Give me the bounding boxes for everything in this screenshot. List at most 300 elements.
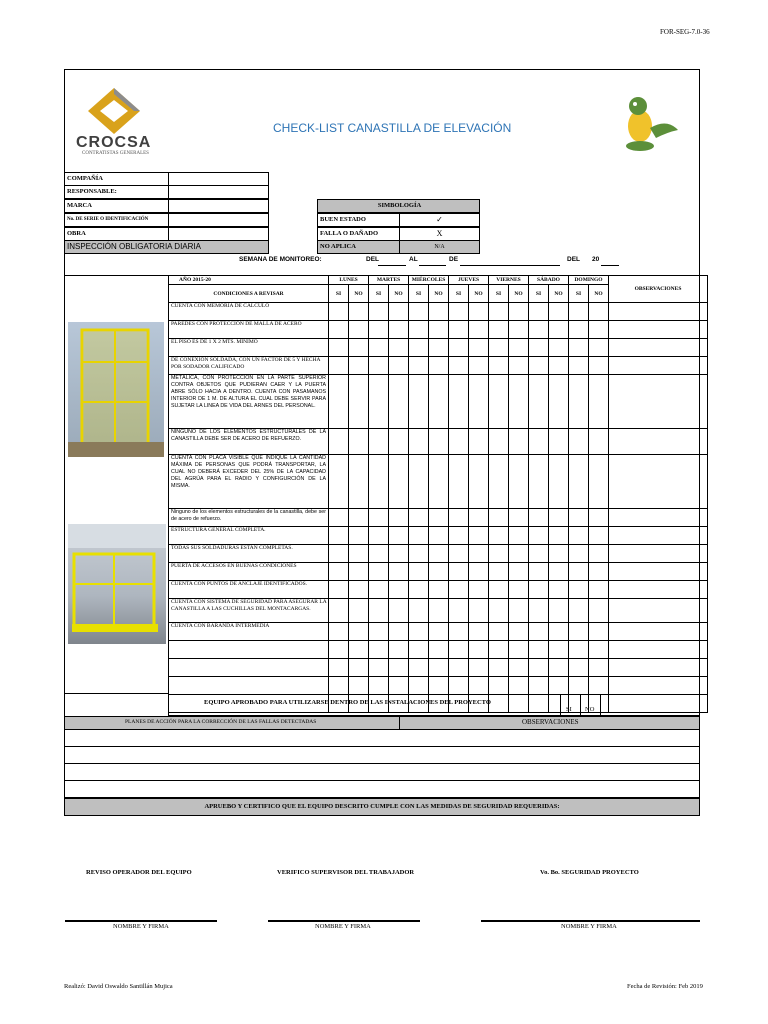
table-row	[169, 429, 708, 455]
check-cell[interactable]	[569, 357, 589, 375]
check-cell[interactable]	[349, 659, 369, 677]
plans-label: PLANES DE ACCIÓN PARA LA CORRECCIÓN DE LAS FALLAS DETECTADAS	[125, 719, 317, 725]
week-al-field[interactable]	[419, 265, 446, 266]
check-cell[interactable]	[409, 599, 429, 623]
observation-cell[interactable]	[609, 545, 708, 563]
check-cell[interactable]	[409, 321, 429, 339]
check-cell[interactable]	[549, 303, 569, 321]
check-cell[interactable]	[409, 527, 429, 545]
check-cell[interactable]	[589, 509, 609, 527]
check-cell[interactable]	[449, 527, 469, 545]
check-cell[interactable]	[549, 455, 569, 509]
check-cell[interactable]	[469, 357, 489, 375]
check-cell[interactable]	[589, 563, 609, 581]
check-cell[interactable]	[529, 659, 549, 677]
check-cell[interactable]	[329, 623, 349, 641]
check-cell[interactable]	[489, 599, 509, 623]
day-header: MIÉRCOLES	[409, 276, 449, 285]
check-cell[interactable]	[569, 509, 589, 527]
check-cell[interactable]	[549, 563, 569, 581]
check-cell[interactable]	[509, 321, 529, 339]
si-header: SI	[449, 285, 469, 303]
check-cell[interactable]	[389, 321, 409, 339]
check-cell[interactable]	[369, 641, 389, 659]
check-cell[interactable]	[589, 545, 609, 563]
condition-text: CUENTA CON PUNTOS DE ANCLAJE IDENTIFICADOS.	[169, 581, 329, 599]
check-cell[interactable]	[589, 581, 609, 599]
check-cell[interactable]	[409, 375, 429, 429]
check-cell[interactable]	[509, 659, 529, 677]
check-cell[interactable]	[409, 455, 429, 509]
check-cell[interactable]	[329, 429, 349, 455]
check-cell[interactable]	[489, 455, 509, 509]
check-cell[interactable]	[509, 545, 529, 563]
check-cell[interactable]	[509, 641, 529, 659]
si-header: SI	[369, 285, 389, 303]
table-row	[169, 599, 708, 623]
check-cell[interactable]	[329, 357, 349, 375]
check-cell[interactable]	[429, 659, 449, 677]
plans-rows[interactable]	[64, 730, 700, 798]
check-cell[interactable]	[329, 455, 349, 509]
week-del-field[interactable]	[378, 265, 406, 266]
check-cell[interactable]	[349, 509, 369, 527]
condition-text: ESTRUCTURA GENERAL COMPLETA.	[169, 527, 329, 545]
check-cell[interactable]	[569, 339, 589, 357]
check-cell[interactable]	[529, 527, 549, 545]
check-cell[interactable]	[449, 339, 469, 357]
check-cell[interactable]	[369, 339, 389, 357]
check-cell[interactable]	[369, 581, 389, 599]
check-cell[interactable]	[449, 641, 469, 659]
check-cell[interactable]	[549, 339, 569, 357]
check-cell[interactable]	[589, 357, 609, 375]
check-cell[interactable]	[389, 339, 409, 357]
check-cell[interactable]	[509, 455, 529, 509]
check-cell[interactable]	[489, 429, 509, 455]
check-cell[interactable]	[489, 509, 509, 527]
check-cell[interactable]	[409, 623, 429, 641]
check-cell[interactable]	[389, 599, 409, 623]
check-cell[interactable]	[589, 321, 609, 339]
check-cell[interactable]	[349, 339, 369, 357]
check-cell[interactable]	[489, 659, 509, 677]
observation-cell[interactable]	[609, 509, 708, 527]
check-cell[interactable]	[469, 429, 489, 455]
check-cell[interactable]	[469, 563, 489, 581]
check-cell[interactable]	[369, 357, 389, 375]
check-cell[interactable]	[469, 339, 489, 357]
check-cell[interactable]	[529, 581, 549, 599]
check-cell[interactable]	[589, 339, 609, 357]
check-cell[interactable]	[389, 303, 409, 321]
check-cell[interactable]	[469, 641, 489, 659]
check-cell[interactable]	[389, 357, 409, 375]
check-cell[interactable]	[389, 455, 409, 509]
check-cell[interactable]	[329, 339, 349, 357]
check-cell[interactable]	[369, 375, 389, 429]
check-cell[interactable]	[529, 357, 549, 375]
check-cell[interactable]	[569, 677, 589, 695]
check-cell[interactable]	[429, 455, 449, 509]
check-cell[interactable]	[549, 375, 569, 429]
check-cell[interactable]	[549, 357, 569, 375]
observations-header: OBSERVACIONES	[609, 276, 708, 303]
check-cell[interactable]	[569, 599, 589, 623]
check-cell[interactable]	[489, 375, 509, 429]
check-cell[interactable]	[549, 641, 569, 659]
check-cell[interactable]	[469, 659, 489, 677]
check-cell[interactable]	[329, 321, 349, 339]
check-cell[interactable]	[549, 429, 569, 455]
check-cell[interactable]	[389, 581, 409, 599]
check-cell[interactable]	[549, 659, 569, 677]
check-cell[interactable]	[429, 677, 449, 695]
check-cell[interactable]	[429, 623, 449, 641]
check-cell[interactable]	[369, 527, 389, 545]
check-cell[interactable]	[469, 509, 489, 527]
check-cell[interactable]	[449, 357, 469, 375]
check-cell[interactable]	[489, 677, 509, 695]
check-cell[interactable]	[429, 527, 449, 545]
check-cell[interactable]	[329, 641, 349, 659]
check-cell[interactable]	[549, 545, 569, 563]
check-cell[interactable]	[449, 455, 469, 509]
check-cell[interactable]	[589, 659, 609, 677]
check-cell[interactable]	[429, 581, 449, 599]
check-cell[interactable]	[569, 563, 589, 581]
check-cell[interactable]	[589, 527, 609, 545]
check-cell[interactable]	[389, 545, 409, 563]
check-cell[interactable]	[369, 429, 389, 455]
check-cell[interactable]	[529, 339, 549, 357]
check-cell[interactable]	[549, 527, 569, 545]
check-cell[interactable]	[429, 429, 449, 455]
check-cell[interactable]	[569, 527, 589, 545]
observation-cell[interactable]	[609, 599, 708, 623]
check-cell[interactable]	[429, 563, 449, 581]
check-cell[interactable]	[409, 429, 429, 455]
check-cell[interactable]	[449, 509, 469, 527]
check-cell[interactable]	[429, 641, 449, 659]
check-cell[interactable]	[469, 623, 489, 641]
week-del: DEL	[366, 256, 379, 263]
check-cell[interactable]	[489, 321, 509, 339]
check-cell[interactable]	[329, 599, 349, 623]
condition-text	[169, 659, 329, 677]
check-cell[interactable]	[349, 321, 369, 339]
sig-operator-line[interactable]	[65, 920, 217, 922]
check-cell[interactable]	[529, 545, 549, 563]
check-cell[interactable]	[329, 375, 349, 429]
check-cell[interactable]	[529, 375, 549, 429]
check-cell[interactable]	[349, 357, 369, 375]
check-cell[interactable]	[529, 677, 549, 695]
check-cell[interactable]	[369, 303, 389, 321]
check-cell[interactable]	[389, 509, 409, 527]
work-label: OBRA	[64, 227, 169, 241]
check-cell[interactable]	[509, 509, 529, 527]
responsible-field[interactable]	[168, 185, 269, 199]
si-header: SI	[569, 285, 589, 303]
check-cell[interactable]	[469, 303, 489, 321]
check-cell[interactable]	[469, 677, 489, 695]
check-cell[interactable]	[549, 623, 569, 641]
check-cell[interactable]	[529, 623, 549, 641]
check-cell[interactable]	[549, 677, 569, 695]
check-cell[interactable]	[349, 641, 369, 659]
check-cell[interactable]	[529, 321, 549, 339]
observation-cell[interactable]	[609, 357, 708, 375]
check-cell[interactable]	[349, 599, 369, 623]
check-cell[interactable]	[529, 455, 549, 509]
check-cell[interactable]	[509, 429, 529, 455]
day-header: LUNES	[329, 276, 369, 285]
mascot-icon	[612, 88, 682, 154]
check-cell[interactable]	[409, 581, 429, 599]
serial-field[interactable]	[168, 213, 269, 227]
observation-cell[interactable]	[609, 641, 708, 659]
check-cell[interactable]	[449, 545, 469, 563]
check-cell[interactable]	[589, 303, 609, 321]
check-cell[interactable]	[449, 321, 469, 339]
check-cell[interactable]	[529, 509, 549, 527]
check-cell[interactable]	[449, 303, 469, 321]
check-cell[interactable]	[429, 509, 449, 527]
check-cell[interactable]	[369, 455, 389, 509]
check-cell[interactable]	[469, 375, 489, 429]
check-cell[interactable]	[349, 455, 369, 509]
check-cell[interactable]	[489, 641, 509, 659]
check-cell[interactable]	[569, 641, 589, 659]
check-cell[interactable]	[509, 357, 529, 375]
si-header: SI	[409, 285, 429, 303]
day-header: SÁBADO	[529, 276, 569, 285]
check-cell[interactable]	[469, 599, 489, 623]
footer-revision: Fecha de Revisión: Feb 2019	[627, 983, 703, 990]
observation-cell[interactable]	[609, 429, 708, 455]
check-cell[interactable]	[349, 581, 369, 599]
observation-cell[interactable]	[609, 581, 708, 599]
week-label: SEMANA DE MONITOREO:	[239, 256, 322, 263]
sig-operator-caption: NOMBRE Y FIRMA	[113, 923, 169, 930]
check-cell[interactable]	[369, 563, 389, 581]
check-cell[interactable]	[369, 509, 389, 527]
observation-cell[interactable]	[609, 563, 708, 581]
check-cell[interactable]	[409, 545, 429, 563]
check-cell[interactable]	[389, 429, 409, 455]
table-row	[169, 659, 708, 677]
check-cell[interactable]	[409, 563, 429, 581]
sig-supervisor-line[interactable]	[268, 920, 420, 922]
check-cell[interactable]	[489, 623, 509, 641]
check-cell[interactable]	[429, 545, 449, 563]
check-cell[interactable]	[389, 641, 409, 659]
check-cell[interactable]	[569, 375, 589, 429]
check-cell[interactable]	[329, 659, 349, 677]
check-cell[interactable]	[429, 357, 449, 375]
check-cell[interactable]	[449, 563, 469, 581]
check-cell[interactable]	[389, 563, 409, 581]
check-cell[interactable]	[449, 581, 469, 599]
check-cell[interactable]	[569, 455, 589, 509]
check-cell[interactable]	[549, 599, 569, 623]
check-cell[interactable]	[349, 303, 369, 321]
check-cell[interactable]	[529, 303, 549, 321]
table-row	[169, 623, 708, 641]
check-cell[interactable]	[349, 429, 369, 455]
check-cell[interactable]	[589, 677, 609, 695]
check-cell[interactable]	[469, 321, 489, 339]
week-de-field[interactable]	[460, 265, 560, 266]
check-cell[interactable]	[369, 659, 389, 677]
check-cell[interactable]	[329, 677, 349, 695]
check-cell[interactable]	[449, 677, 469, 695]
check-cell[interactable]	[349, 677, 369, 695]
observation-cell[interactable]	[609, 455, 708, 509]
check-cell[interactable]	[509, 599, 529, 623]
check-cell[interactable]	[529, 563, 549, 581]
check-cell[interactable]	[489, 339, 509, 357]
condition-text: CUENTA CON SISTEMA DE SEGURIDAD PARA ASEGURAR LA CANASTILLA A LAS CUCHILLAS DEL MONTACARGAS.	[169, 599, 329, 623]
check-cell[interactable]	[469, 455, 489, 509]
check-cell[interactable]	[349, 563, 369, 581]
check-cell[interactable]	[549, 321, 569, 339]
observation-cell[interactable]	[609, 321, 708, 339]
check-cell[interactable]	[509, 563, 529, 581]
check-cell[interactable]	[509, 375, 529, 429]
check-cell[interactable]	[489, 303, 509, 321]
check-cell[interactable]	[469, 545, 489, 563]
observation-cell[interactable]	[609, 623, 708, 641]
check-cell[interactable]	[429, 321, 449, 339]
check-cell[interactable]	[409, 357, 429, 375]
check-cell[interactable]	[389, 375, 409, 429]
check-cell[interactable]	[589, 455, 609, 509]
check-cell[interactable]	[329, 509, 349, 527]
check-cell[interactable]	[389, 623, 409, 641]
check-cell[interactable]	[349, 527, 369, 545]
observation-cell[interactable]	[609, 339, 708, 357]
sig-safety-line[interactable]	[481, 920, 700, 922]
check-cell[interactable]	[569, 581, 589, 599]
check-cell[interactable]	[449, 375, 469, 429]
check-cell[interactable]	[489, 563, 509, 581]
check-cell[interactable]	[429, 599, 449, 623]
check-cell[interactable]	[429, 339, 449, 357]
approved-label: EQUIPO APROBADO PARA UTILIZARSE DENTRO DE LAS INSTALACIONES DEL PROYECTO	[204, 699, 491, 706]
check-cell[interactable]	[489, 357, 509, 375]
check-cell[interactable]	[469, 527, 489, 545]
check-cell[interactable]	[529, 599, 549, 623]
check-cell[interactable]	[529, 641, 549, 659]
check-cell[interactable]	[329, 303, 349, 321]
sig-supervisor-caption: NOMBRE Y FIRMA	[315, 923, 371, 930]
check-cell[interactable]	[369, 677, 389, 695]
check-cell[interactable]	[369, 623, 389, 641]
check-cell[interactable]	[509, 527, 529, 545]
check-cell[interactable]	[589, 641, 609, 659]
check-cell[interactable]	[549, 581, 569, 599]
check-cell[interactable]	[409, 303, 429, 321]
check-cell[interactable]	[589, 429, 609, 455]
table-row	[169, 321, 708, 339]
observation-cell[interactable]	[609, 659, 708, 677]
check-cell[interactable]	[349, 375, 369, 429]
check-cell[interactable]	[429, 303, 449, 321]
certify-bar: APRUEBO Y CERTIFICO QUE EL EQUIPO DESCRITO CUMPLE CON LAS MEDIDAS DE SEGURIDAD REQUERIDAS:	[64, 798, 700, 816]
check-cell[interactable]	[569, 303, 589, 321]
check-cell[interactable]	[469, 581, 489, 599]
check-cell[interactable]	[349, 623, 369, 641]
check-cell[interactable]	[449, 659, 469, 677]
check-cell[interactable]	[569, 321, 589, 339]
check-cell[interactable]	[569, 659, 589, 677]
check-cell[interactable]	[589, 623, 609, 641]
brand-field[interactable]	[168, 199, 269, 213]
check-cell[interactable]	[329, 563, 349, 581]
check-cell[interactable]	[449, 623, 469, 641]
check-cell[interactable]	[369, 599, 389, 623]
observation-cell[interactable]	[609, 677, 708, 695]
check-cell[interactable]	[509, 303, 529, 321]
check-cell[interactable]	[369, 545, 389, 563]
check-cell[interactable]	[389, 527, 409, 545]
check-cell[interactable]	[369, 321, 389, 339]
check-cell[interactable]	[409, 677, 429, 695]
approved-si: SI	[566, 706, 572, 713]
check-cell[interactable]	[409, 509, 429, 527]
work-field[interactable]	[168, 227, 269, 241]
observation-cell[interactable]	[609, 375, 708, 429]
check-cell[interactable]	[389, 659, 409, 677]
check-cell[interactable]	[489, 527, 509, 545]
check-cell[interactable]	[489, 581, 509, 599]
day-header: VIERNES	[489, 276, 529, 285]
symbology-fail-symbol: X	[399, 227, 480, 241]
condition-text: PUERTA DE ACCESOS EN BUENAS CONDICIONES	[169, 563, 329, 581]
check-cell[interactable]	[509, 677, 529, 695]
check-cell[interactable]	[329, 527, 349, 545]
check-cell[interactable]	[349, 545, 369, 563]
check-cell[interactable]	[509, 623, 529, 641]
week-year-field[interactable]	[601, 265, 619, 266]
check-cell[interactable]	[509, 581, 529, 599]
check-cell[interactable]	[449, 429, 469, 455]
check-cell[interactable]	[429, 375, 449, 429]
check-cell[interactable]	[509, 339, 529, 357]
check-cell[interactable]	[409, 659, 429, 677]
check-cell[interactable]	[329, 545, 349, 563]
company-field[interactable]	[168, 172, 269, 186]
check-cell[interactable]	[589, 599, 609, 623]
check-cell[interactable]	[569, 545, 589, 563]
observation-cell[interactable]	[609, 527, 708, 545]
observation-cell[interactable]	[609, 303, 708, 321]
check-cell[interactable]	[409, 641, 429, 659]
check-cell[interactable]	[389, 677, 409, 695]
check-cell[interactable]	[329, 581, 349, 599]
check-cell[interactable]	[569, 623, 589, 641]
no-header: NO	[469, 285, 489, 303]
check-cell[interactable]	[549, 509, 569, 527]
check-cell[interactable]	[589, 375, 609, 429]
check-cell[interactable]	[449, 599, 469, 623]
check-cell[interactable]	[569, 429, 589, 455]
check-cell[interactable]	[409, 339, 429, 357]
check-cell[interactable]	[489, 545, 509, 563]
check-cell[interactable]	[529, 429, 549, 455]
